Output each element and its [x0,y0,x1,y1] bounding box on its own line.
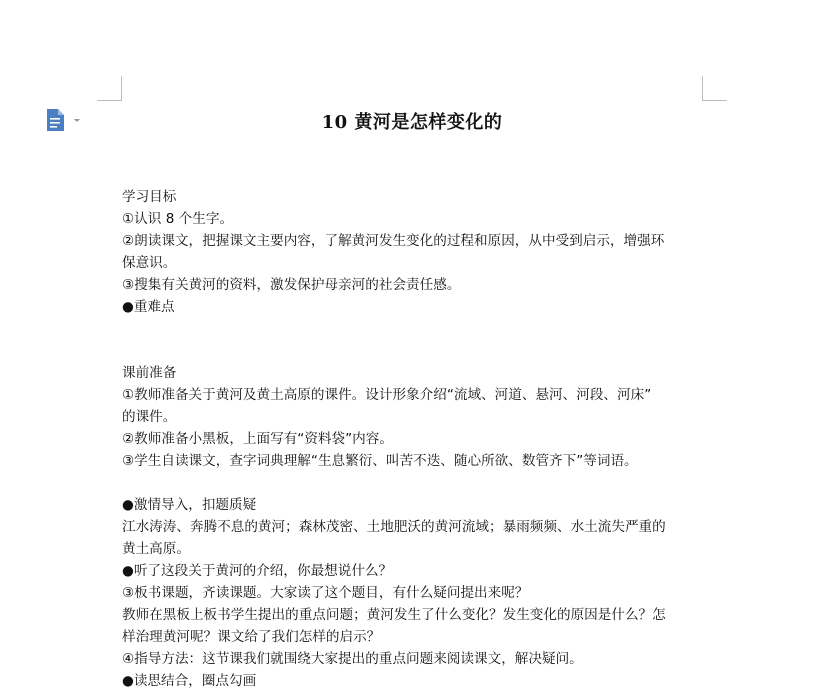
document-title: 10 黄河是怎样变化的 [321,112,503,133]
body-line: 江水涛涛、奔腾不息的黄河；森林茂密、土地肥沃的黄河流域；暴雨频频、水土流失严重的 [122,519,666,535]
body-line: ●读思结合，圈点勾画 [122,673,257,689]
body-line: ②朗读课文，把握课文主要内容，了解黄河发生变化的过程和原因，从中受到启示，增强环 [122,233,665,249]
crop-mark-top-left [97,76,122,101]
body-line: 样治理黄河呢？课文给了我们怎样的启示？ [122,629,381,645]
body-line: 教师在黑板上板书学生提出的重点问题；黄河发生了什么变化？发生变化的原因是什么？怎 [122,607,666,623]
body-line: ●重难点 [122,299,175,315]
body-line [122,318,712,340]
document-body [122,186,712,692]
body-line: ①教师准备关于黄河及黄土高原的课件。设计形象介绍“流域、河道、悬河、河段、河床” [122,387,652,403]
body-line: ①认识 8 个生字。 [122,211,234,227]
body-line: ②教师准备小黑板，上面写有“资料袋”内容。 [122,431,393,447]
body-line [122,472,712,494]
body-line [122,340,712,362]
body-line: ●激情导入，扣题质疑 [122,497,257,513]
body-line: 的课件。 [122,409,177,425]
body-line: ④指导方法：这节课我们就围绕大家提出的重点问题来阅读课文，解决疑问。 [122,651,583,667]
body-line: ●听了这段关于黄河的介绍，你最想说什么？ [122,563,393,579]
body-line: ③板书课题，齐读课题。大家读了这个题目，有什么疑问提出来呢？ [122,585,529,601]
body-line: 保意识。 [122,255,177,271]
body-line: 黄土高原。 [122,541,190,557]
body-line: ③搜集有关黄河的资料，激发保护母亲河的社会责任感。 [122,277,461,293]
body-line: 课前准备 [122,365,177,381]
body-line: 学习目标 [122,189,177,205]
crop-mark-top-right [702,76,727,101]
body-line: ③学生自读课文，查字词典理解“生息繁衍、叫苦不迭、随心所欲、数管齐下”等词语。 [122,453,638,469]
